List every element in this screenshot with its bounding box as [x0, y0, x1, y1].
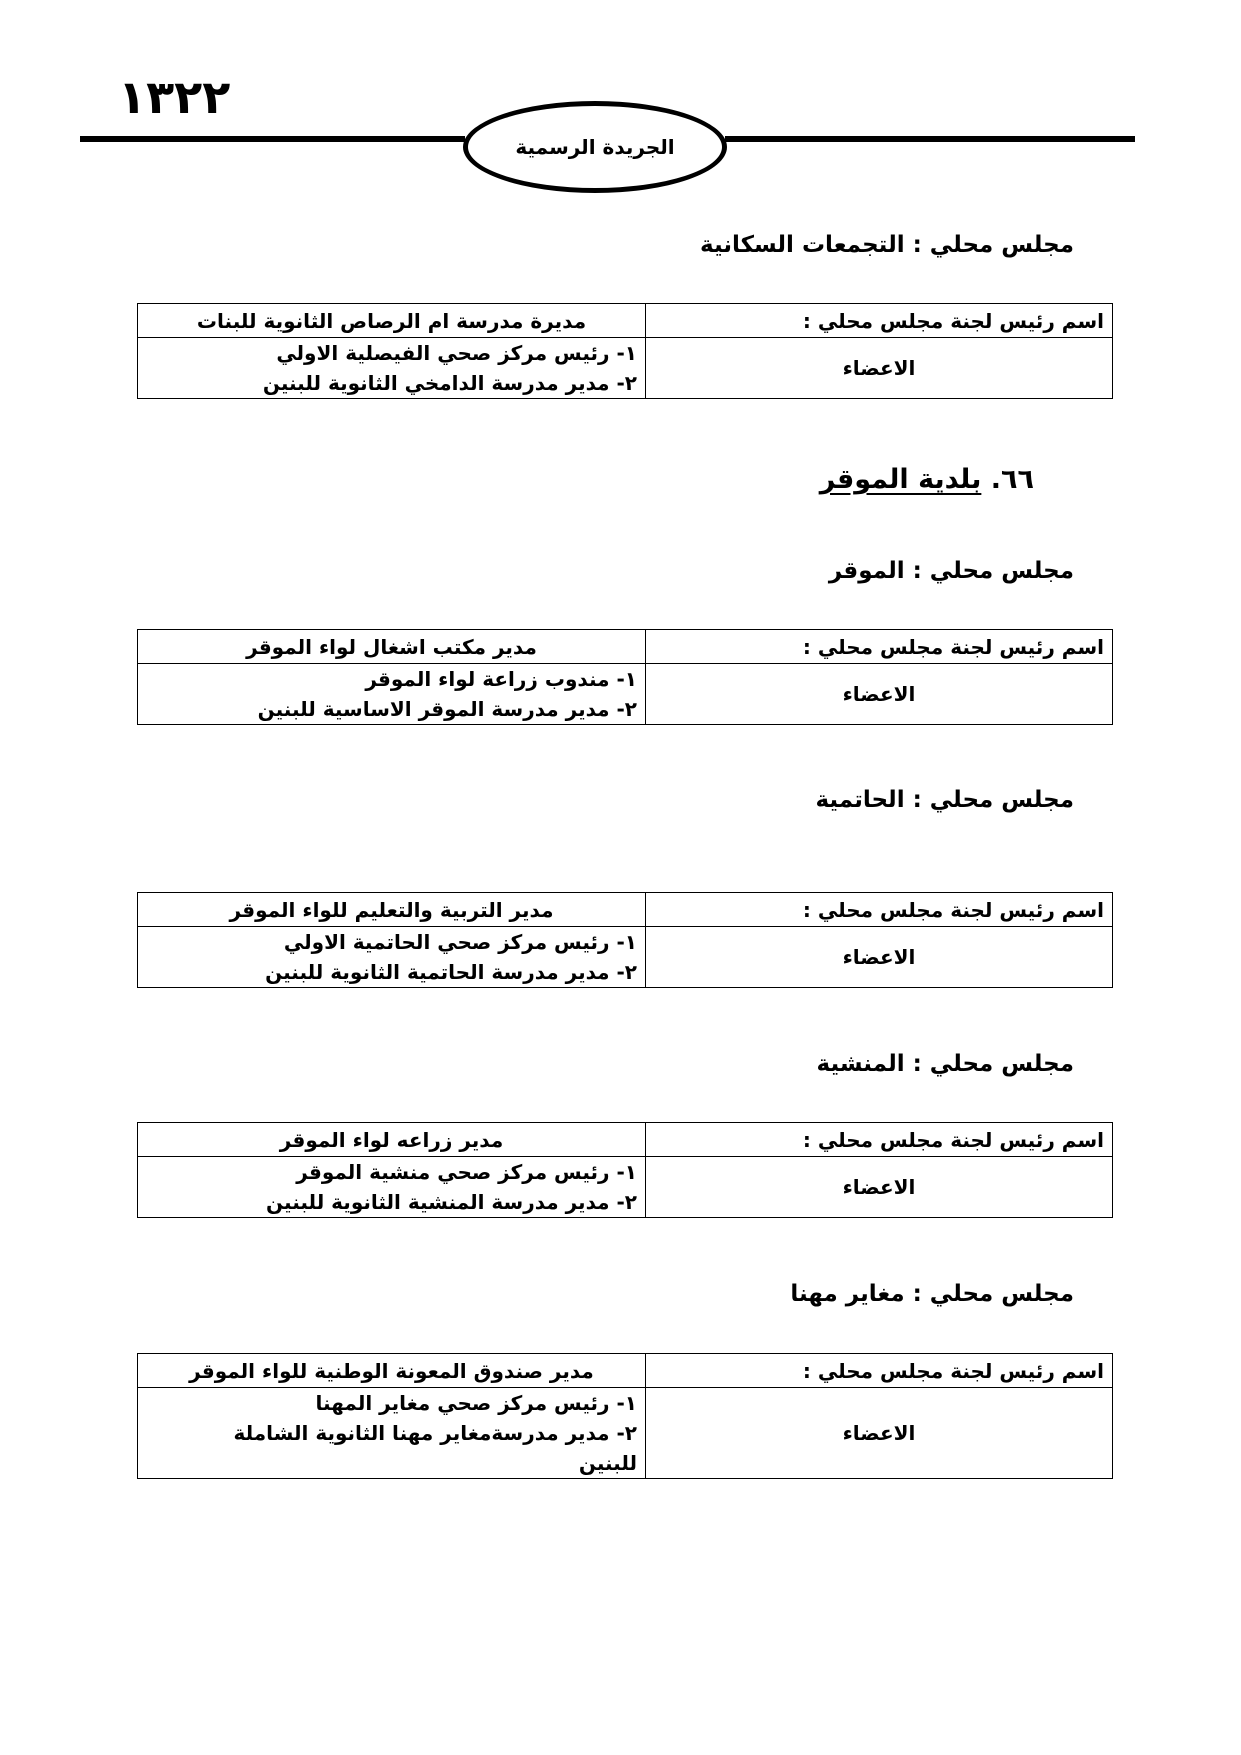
member-item: ١- رئيس مركز صحي منشية الموقر [296, 1160, 637, 1184]
header-rule-right [725, 136, 1135, 142]
head-value: مدير زراعه لواء الموقر [138, 1123, 646, 1157]
head-value: مديرة مدرسة ام الرصاص الثانوية للبنات [138, 304, 646, 338]
members-cell [138, 338, 646, 399]
members-cell [138, 1157, 646, 1218]
council-table [137, 1353, 1113, 1479]
head-label: اسم رئيس لجنة مجلس محلي : [646, 304, 1113, 338]
members-label: الاعضاء [646, 1157, 1113, 1218]
head-label: اسم رئيس لجنة مجلس محلي : [646, 630, 1113, 664]
header-rule-left [80, 136, 465, 142]
member-item: ٢- مدير مدرسة الدامخي الثانوية للبنين [262, 371, 637, 395]
members-cell [138, 1388, 646, 1479]
head-label: اسم رئيس لجنة مجلس محلي : [646, 1123, 1113, 1157]
member-item: ١- مندوب زراعة لواء الموقر [365, 667, 637, 691]
member-item: ١- رئيس مركز صحي الفيصلية الاولي [276, 341, 637, 365]
section-name: بلدية الموقر [819, 464, 982, 495]
members-label: الاعضاء [646, 927, 1113, 988]
members-label: الاعضاء [646, 664, 1113, 725]
gazette-title-oval [463, 101, 727, 193]
council-table [137, 892, 1113, 988]
council-table [137, 629, 1113, 725]
head-value: مدير التربية والتعليم للواء الموقر [138, 893, 646, 927]
council-title: مجلس محلي : مغاير مهنا [790, 1281, 1074, 1307]
gazette-title: الجريدة الرسمية [515, 135, 675, 159]
head-label: اسم رئيس لجنة مجلس محلي : [646, 893, 1113, 927]
council-table [137, 1122, 1113, 1218]
council-title: مجلس محلي : الحاتمية [815, 787, 1074, 813]
council-title: مجلس محلي : المنشية [816, 1051, 1074, 1077]
members-label: الاعضاء [646, 1388, 1113, 1479]
members-label: الاعضاء [646, 338, 1113, 399]
member-item: ٢- مدير مدرسةمغاير مهنا الثانوية الشاملة للبنين [233, 1421, 637, 1475]
member-item: ١- رئيس مركز صحي مغاير المهنا [315, 1391, 637, 1415]
council-title: مجلس محلي : الموقر [828, 558, 1074, 584]
member-item: ٢- مدير مدرسة المنشية الثانوية للبنين [266, 1190, 637, 1214]
section-number: ٦٦. [990, 464, 1034, 495]
page-number: ١٣٢٢ [118, 70, 231, 124]
member-item: ٢- مدير مدرسة الموقر الاساسية للبنين [257, 697, 637, 721]
members-cell [138, 664, 646, 725]
member-item: ١- رئيس مركز صحي الحاتمية الاولي [283, 930, 637, 954]
head-label: اسم رئيس لجنة مجلس محلي : [646, 1354, 1113, 1388]
head-value: مدير مكتب اشغال لواء الموقر [138, 630, 646, 664]
head-value: مدير صندوق المعونة الوطنية للواء الموقر [138, 1354, 646, 1388]
council-title: مجلس محلي : التجمعات السكانية [700, 232, 1074, 258]
section-heading [820, 464, 1034, 495]
member-item: ٢- مدير مدرسة الحاتمية الثانوية للبنين [265, 960, 637, 984]
members-cell [138, 927, 646, 988]
council-table [137, 303, 1113, 399]
